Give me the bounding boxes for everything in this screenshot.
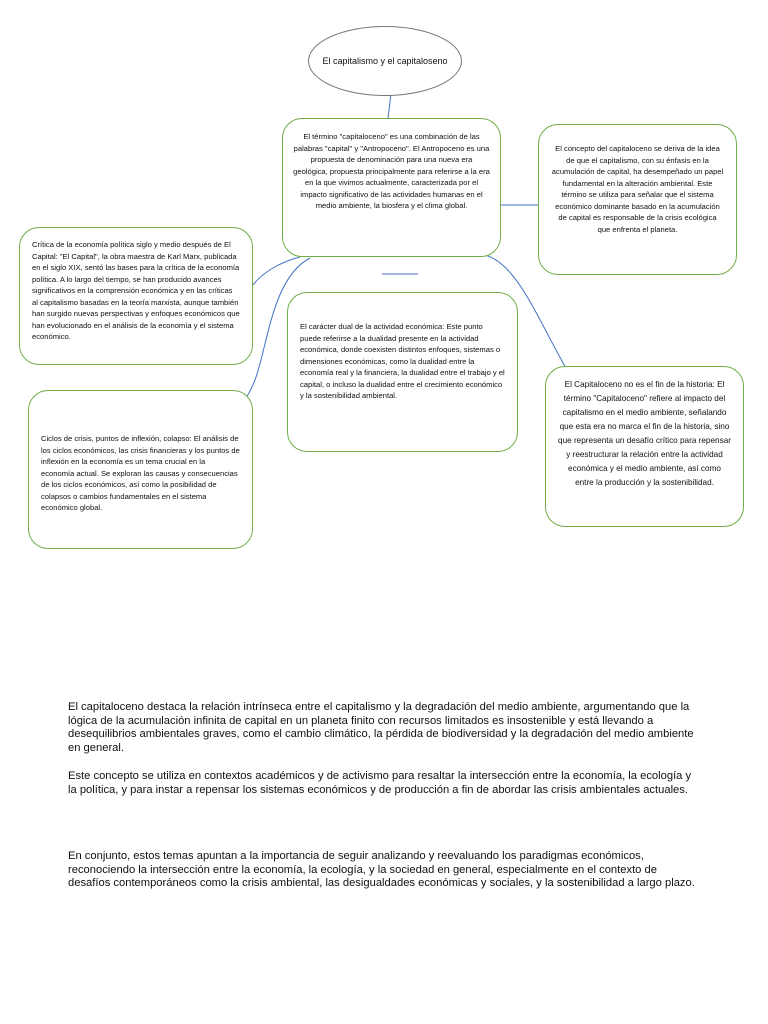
capitaloceno-definition-text: El término "capitaloceno" es una combinación de las palabras "capital" y "Antropoceno". El Antropoceno es una propuesta de denominación para una nueva era geológica, propuesta principalmente para referirse a la era en la que vivimos actualmente, caracterizada por el impacto significativo de las actividades humanas en el medio ambiente, la biosfera y el clima global.	[293, 132, 490, 210]
paragraph-capitaloceno-relation: El capitaloceno destaca la relación intrínseca entre el capitalismo y la degradación del medio ambiente, argumentando que la lógica de la acumulación infinita de capital en un planeta finito con recursos limitados es insostenible y está llevando a desequilibrios ambientales graves, como el cambio climático, la pérdida de biodiversidad y la degradación del medio ambiente en general.	[68, 701, 694, 754]
concept-origin-text: El concepto del capitaloceno se deriva de la idea de que el capitalismo, con su énfasis en la acumulación de capital, ha desempeñado un papel fundamental en la alteración ambiental. Este término se utiliza para señalar que el sistema económico dominante basado en la acumulación de capital es responsable de la crisis ecológica que enfrenta el planeta.	[551, 144, 724, 234]
map-title: El capitalismo y el capitaloseno	[322, 56, 448, 66]
crisis-cycles-text: Ciclos de crisis, puntos de inflexión, colapso: El análisis de los ciclos económicos, las crisis financieras y los puntos de inflexión en la economía es un tema crucial en la economía actual. Se exploran las causas y consecuencias de los ciclos económicos, así como la posibilidad de colapsos o cambios fundamentales en el sistema económico global.	[41, 434, 240, 512]
connector-title-main	[388, 94, 391, 118]
not-end-of-history-box	[545, 366, 744, 527]
connector-main-left	[253, 257, 300, 285]
paragraph-conclusion: En conjunto, estos temas apuntan a la importancia de seguir analizando y reevaluando los paradigmas económicos, reconociendo la intersección entre la economía, la ecología, y la sociedad en general, especialmente en el contexto de desafíos contemporáneos como la crisis ambiental, las desigualdades económicas y sociales, y la sostenibilidad a largo plazo.	[68, 850, 695, 890]
dual-economic-activity-text: El carácter dual de la actividad económica: Este punto puede referirse a la dualidad presente en la actividad económica, donde coexisten distintos enfoques, sistemas o dimensiones económicas, como la dualidad entre la economía real y la financiera, la dualidad entre el trabajo y el capital, o incluso la dualidad entre el crecimiento económico y la sostenibilidad ambiental.	[300, 322, 505, 400]
crisis-cycles-box	[28, 390, 253, 549]
concept-origin-box	[538, 124, 737, 275]
not-end-of-history-text: El Capitaloceno no es el fin de la historia: El término "Capitaloceno" refiere al impacto del capitalismo en el medio ambiente, señalando que esta era no marca el fin de la historia, sino que representa un desafío crítico para repensar y reestructurar la relación entre la actividad económica y el medio ambiente, así como entre la producción y la sostenibilidad.	[558, 380, 731, 487]
political-economy-critique-box	[19, 227, 253, 365]
capitaloceno-definition-box	[282, 118, 501, 257]
title-ellipse	[308, 26, 462, 96]
dual-economic-activity-box	[287, 292, 518, 452]
paragraph-concept-usage: Este concepto se utiliza en contextos académicos y de activismo para resaltar la intersección entre la economía, la ecología y la política, y para instar a repensar los sistemas económicos y de producción a fin de abordar las crisis ambientales actuales.	[68, 770, 692, 796]
political-economy-critique-text: Crítica de la economía política siglo y medio después de El Capital: "El Capital", la obra maestra de Karl Marx, publicada en el siglo XIX, sentó las bases para la crítica de la economía política. A lo largo del tiempo, se han producido avances significativos en la comprensión económica y en las críticas al capitalismo basadas en la teoría marxista, aunque también han surgido nuevas perspectivas y enfoques económicos que han evolucionado en el análisis de la economía y el sistema económico.	[32, 240, 240, 341]
